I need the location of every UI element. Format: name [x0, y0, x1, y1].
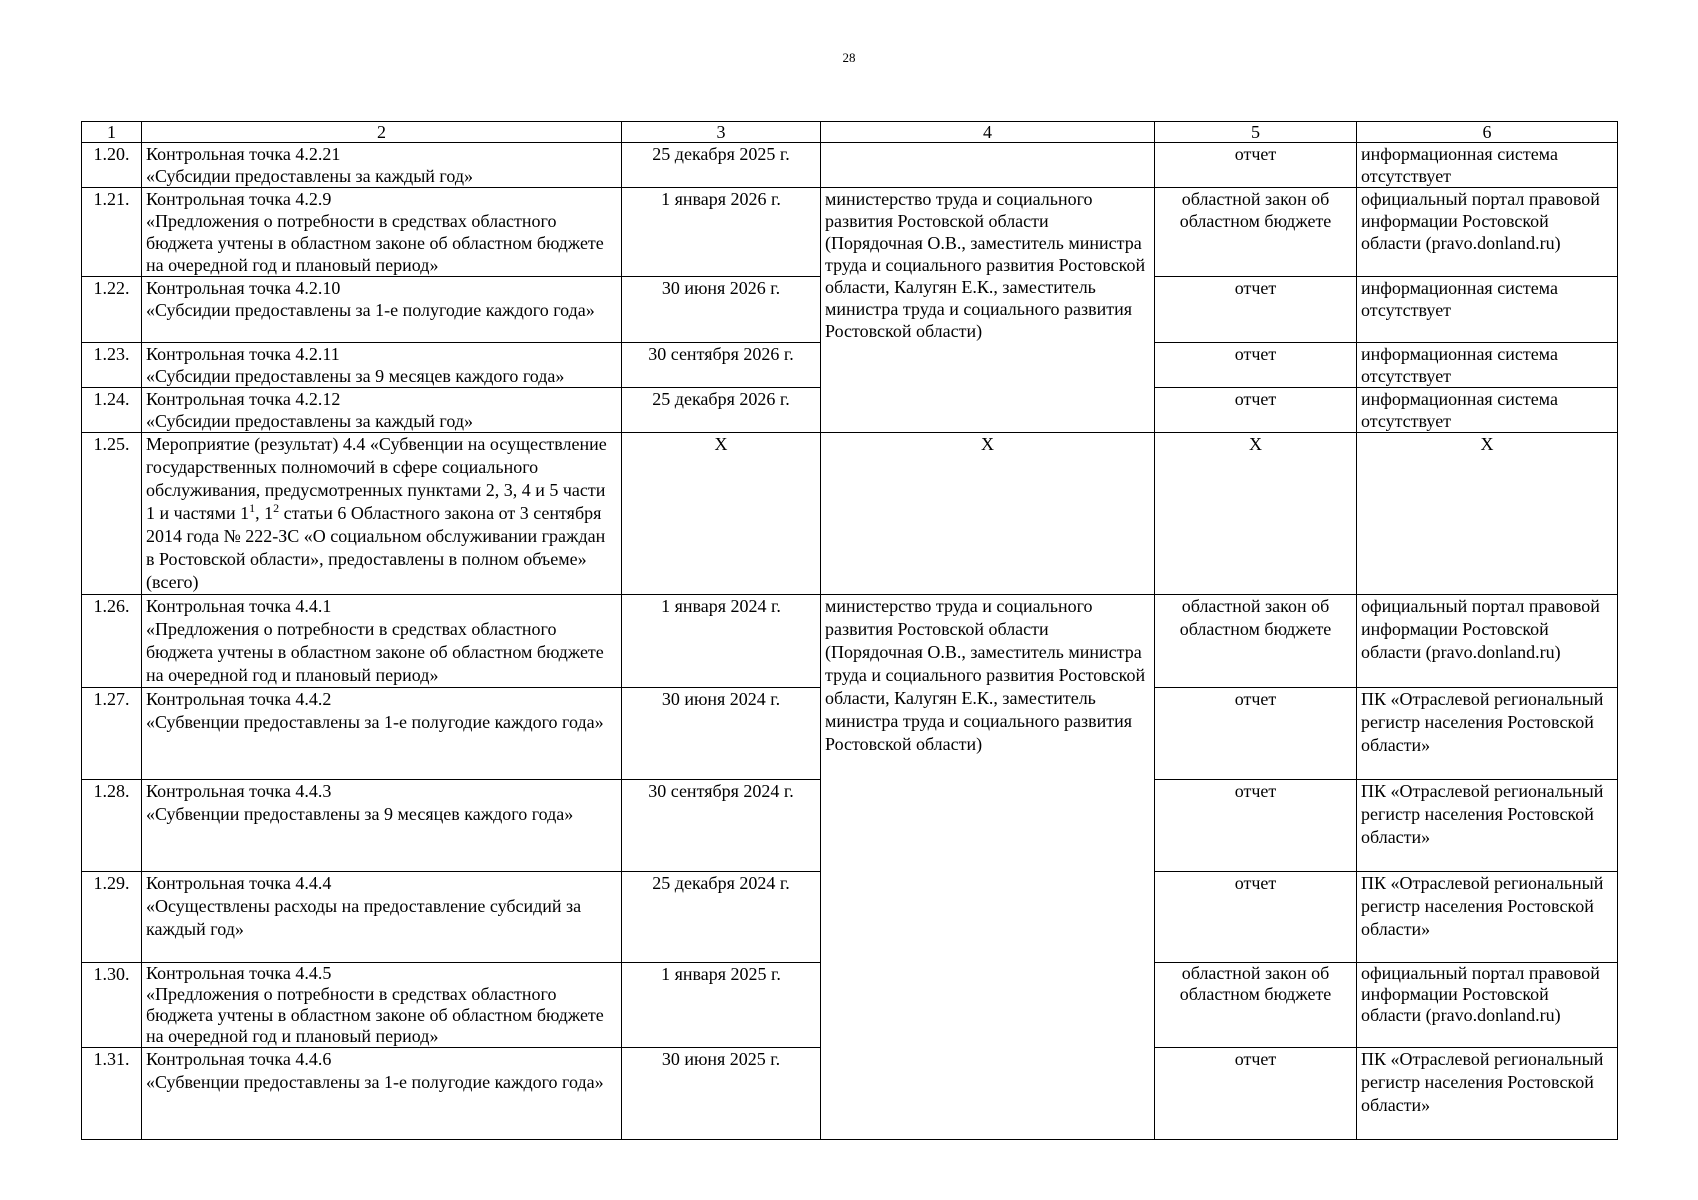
table-row [82, 188, 1618, 277]
column-header: 1 [82, 122, 142, 143]
responsible-empty [821, 143, 1155, 188]
row-document: X [1155, 433, 1357, 595]
column-header: 2 [142, 122, 622, 143]
row-title: Контрольная точка 4.4.1 «Предложения о потребности в средствах областного бюджета учтены в областном законе об областном бюджете на очередной год и плановый период» [142, 595, 622, 688]
row-document: отчет [1155, 143, 1357, 188]
row-source: информационная система отсутствует [1357, 343, 1618, 388]
table-header-row [82, 122, 1618, 143]
row-number: 1.23. [82, 343, 142, 388]
row-title: Контрольная точка 4.2.10 «Субсидии предоставлены за 1-е полугодие каждого года» [142, 277, 622, 343]
row-date: 25 декабря 2026 г. [622, 388, 821, 433]
event-title-part2: статьи 6 Областного закона от 3 сентября 2014 года № 222-ЗС «О социальном обслуживании граждан в Ростовской области», предоставлены в полном объеме» (всего) [146, 503, 606, 592]
row-source: информационная система отсутствует [1357, 388, 1618, 433]
row-date: 25 декабря 2025 г. [622, 143, 821, 188]
row-responsible: X [821, 433, 1155, 595]
row-title: Контрольная точка 4.2.9 «Предложения о потребности в средствах областного бюджета учтены в областном законе об областном бюджете на очередной год и плановый период» [142, 188, 622, 277]
row-date: 30 июня 2025 г. [622, 1048, 821, 1140]
row-number: 1.29. [82, 872, 142, 963]
row-number: 1.20. [82, 143, 142, 188]
row-source: официальный портал правовой информации Ростовской области (pravo.donland.ru) [1357, 188, 1618, 277]
row-document: отчет [1155, 343, 1357, 388]
row-source: официальный портал правовой информации Ростовской области (pravo.donland.ru) [1357, 595, 1618, 688]
row-source: информационная система отсутствует [1357, 277, 1618, 343]
row-date: 25 декабря 2024 г. [622, 872, 821, 963]
row-document: областной закон об областном бюджете [1155, 595, 1357, 688]
row-source: ПК «Отраслевой региональный регистр населения Ростовской области» [1357, 872, 1618, 963]
page-number: 28 [842, 50, 856, 65]
row-document: отчет [1155, 688, 1357, 780]
row-source: X [1357, 433, 1618, 595]
column-header: 3 [622, 122, 821, 143]
column-header: 5 [1155, 122, 1357, 143]
event-title-separator: , 1 [255, 503, 274, 523]
row-number: 1.30. [82, 963, 142, 1048]
row-source: ПК «Отраслевой региональный регистр населения Ростовской области» [1357, 688, 1618, 780]
row-source: официальный портал правовой информации Ростовской области (pravo.donland.ru) [1357, 963, 1618, 1048]
row-date: X [622, 433, 821, 595]
row-date: 30 сентября 2024 г. [622, 780, 821, 872]
row-document: отчет [1155, 780, 1357, 872]
row-number: 1.27. [82, 688, 142, 780]
row-number: 1.26. [82, 595, 142, 688]
row-title: Контрольная точка 4.2.12 «Субсидии предоставлены за каждый год» [142, 388, 622, 433]
row-number: 1.31. [82, 1048, 142, 1140]
row-source: информационная система отсутствует [1357, 143, 1618, 188]
row-title: Контрольная точка 4.2.11 «Субсидии предоставлены за 9 месяцев каждого года» [142, 343, 622, 388]
row-number: 1.21. [82, 188, 142, 277]
row-title: Контрольная точка 4.4.3 «Субвенции предоставлены за 9 месяцев каждого года» [142, 780, 622, 872]
row-title: Контрольная точка 4.4.2 «Субвенции предоставлены за 1-е полугодие каждого года» [142, 688, 622, 780]
superscript-1: 1 [249, 501, 256, 515]
row-title: Контрольная точка 4.2.21 «Субсидии предоставлены за каждый год» [142, 143, 622, 188]
row-document: отчет [1155, 1048, 1357, 1140]
row-title: Контрольная точка 4.4.4 «Осуществлены расходы на предоставление субсидий за каждый год» [142, 872, 622, 963]
row-date: 30 июня 2024 г. [622, 688, 821, 780]
column-header: 4 [821, 122, 1155, 143]
row-source: ПК «Отраслевой региональный регистр населения Ростовской области» [1357, 1048, 1618, 1140]
row-date: 1 января 2024 г. [622, 595, 821, 688]
row-date: 30 сентября 2026 г. [622, 343, 821, 388]
row-document: отчет [1155, 277, 1357, 343]
responsible-cell: министерство труда и социального развития Ростовской области (Порядочная О.В., заместитель министра труда и социального развития Ростовской области, Калугян Е.К., заместитель министра труда и социального развития Ростовской области) [821, 595, 1155, 1140]
row-date: 1 января 2026 г. [622, 188, 821, 277]
row-title [142, 433, 622, 595]
row-document: отчет [1155, 388, 1357, 433]
event-title-part1: Мероприятие (результат) 4.4 «Субвенции на осуществление государственных полномочий в сфере социального обслуживания, предусмотренных пунктами 2, 3, 4 и 5 части 1 и частями 1 [146, 434, 607, 523]
row-number: 1.25. [82, 433, 142, 595]
row-document: отчет [1155, 872, 1357, 963]
row-number: 1.22. [82, 277, 142, 343]
responsible-cell: министерство труда и социального развития Ростовской области (Порядочная О.В., заместитель министра труда и социального развития Ростовской области, Калугян Е.К., заместитель министра труда и социального развития Ростовской области) [821, 188, 1155, 433]
control-points-table [81, 121, 1618, 1140]
row-title: Контрольная точка 4.4.5 «Предложения о потребности в средствах областного бюджета учтены в областном законе об областном бюджете на очередной год и плановый период» [142, 963, 622, 1048]
row-number: 1.28. [82, 780, 142, 872]
row-document: областной закон об областном бюджете [1155, 188, 1357, 277]
table-row [82, 433, 1618, 595]
row-number: 1.24. [82, 388, 142, 433]
table-row [82, 143, 1618, 188]
row-date: 30 июня 2026 г. [622, 277, 821, 343]
row-document: областной закон об областном бюджете [1155, 963, 1357, 1048]
superscript-2: 2 [273, 501, 280, 515]
table-row [82, 595, 1618, 688]
column-header: 6 [1357, 122, 1618, 143]
row-source: ПК «Отраслевой региональный регистр населения Ростовской области» [1357, 780, 1618, 872]
row-title: Контрольная точка 4.4.6 «Субвенции предоставлены за 1-е полугодие каждого года» [142, 1048, 622, 1140]
row-date: 1 января 2025 г. [622, 963, 821, 1048]
